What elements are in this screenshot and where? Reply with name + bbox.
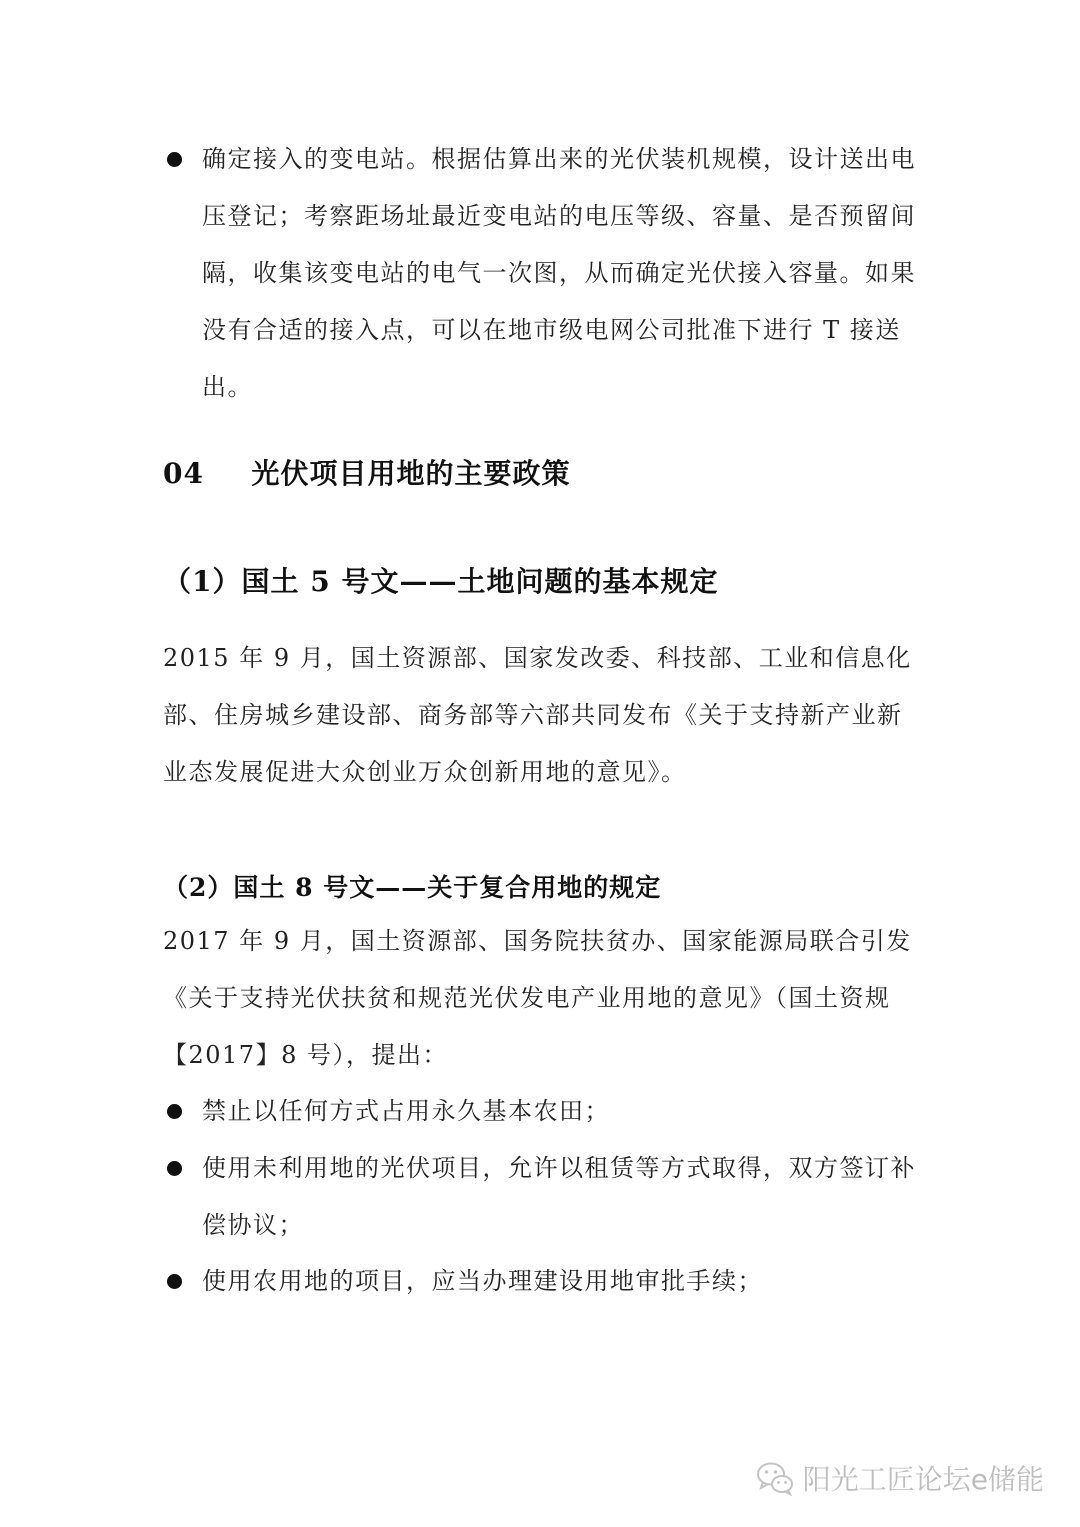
bullet-text: 使用未利用地的光伏项目，允许以租赁等方式取得，双方签订补偿协议； bbox=[202, 1154, 916, 1239]
bullet-item bbox=[163, 1083, 923, 1140]
subheading-1: （1）国土 5 号文——土地问题的基本规定 bbox=[163, 565, 719, 598]
watermark-text: 阳光工匠论坛e储能 bbox=[802, 1463, 1044, 1496]
wechat-icon bbox=[755, 1460, 795, 1496]
bullet-dot-icon bbox=[167, 1274, 182, 1289]
paragraph-1: 2015 年 9 月，国土资源部、国家发改委、科技部、工业和信息化部、住房城乡建设部、商务部等六部共同发布《关于支持新产业新业态发展促进大众创业万众创新用地的意见》。 bbox=[163, 644, 912, 786]
bullet-dot-icon bbox=[167, 1104, 182, 1119]
bullet-dot-icon bbox=[167, 152, 182, 167]
bullet-item bbox=[163, 1140, 923, 1254]
bullet-item bbox=[163, 131, 923, 416]
bullet-text: 使用农用地的项目，应当办理建设用地审批手续； bbox=[202, 1267, 763, 1295]
paragraph-2: 2017 年 9 月，国土资源部、国务院扶贫办、国家能源局联合引发《关于支持光伏扶贫和规范光伏发电产业用地的意见》（国土资规【2017】8 号），提出： bbox=[163, 927, 912, 1069]
bullet-text: 确定接入的变电站。根据估算出来的光伏装机规模，设计送出电压登记；考察距场址最近变电站的电压等级、容量、是否预留间隔，收集该变电站的电气一次图，从而确定光伏接入容量。如果没有合适的接入点，可以在地市级电网公司批准下进行 T 接送出。 bbox=[202, 145, 916, 401]
section-number: 04 bbox=[163, 457, 204, 490]
bullet-text: 禁止以任何方式占用永久基本农田； bbox=[202, 1097, 610, 1125]
bullet-dot-icon bbox=[167, 1161, 182, 1176]
bullet-item bbox=[163, 1253, 923, 1310]
watermark bbox=[755, 1458, 1044, 1498]
section-title: 光伏项目用地的主要政策 bbox=[251, 457, 571, 490]
subheading-2: （2）国土 8 号文——关于复合用地的规定 bbox=[163, 873, 662, 902]
section-heading bbox=[163, 452, 570, 492]
